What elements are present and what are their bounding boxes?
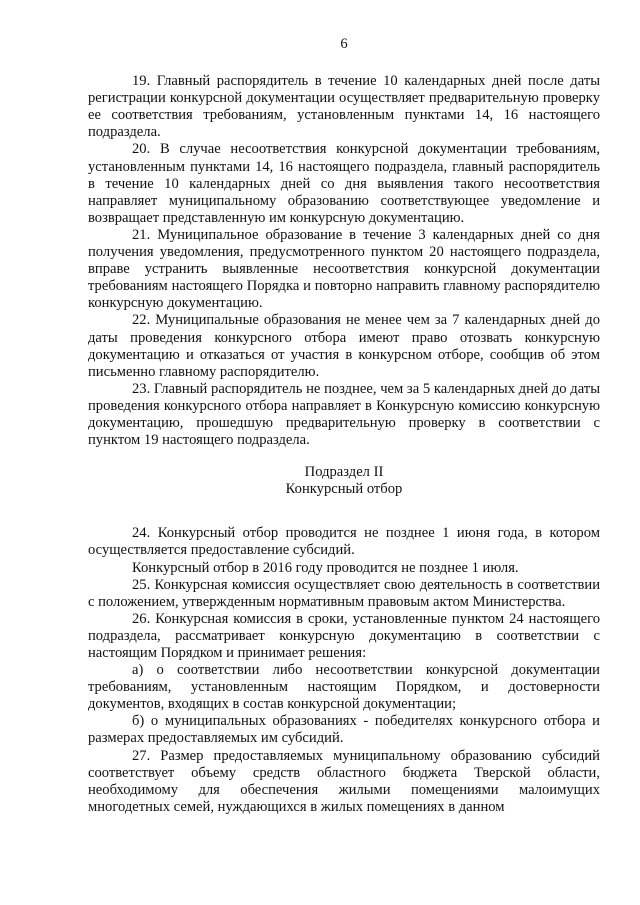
paragraph-26-b: б) о муниципальных образованиях - победителях конкурсного отбора и размерах предоставляемых им субсидий. bbox=[88, 713, 600, 747]
paragraph-26-a: а) о соответствии либо несоответствии конкурсной документации требованиям, установленным настоящим Порядком, и достоверности документов, входящих в состав конкурсной документации; bbox=[88, 662, 600, 713]
paragraph-27: 27. Размер предоставляемых муниципальному образованию субсидий соответствует объему средств областного бюджета Тверской области, необходимому для обеспечения жилыми помещениями малоимущих многодетных семей, нуждающихся в жилых помещениях в данном bbox=[88, 747, 600, 815]
paragraph-21: 21. Муниципальное образование в течение 3 календарных дней со дня получения уведомления, предусмотренного пунктом 20 настоящего подраздела, вправе устранить выявленные несоответствия конкурсной документации требованиям настоящего Порядка и повторно направить главному распорядителю конкурсную документацию. bbox=[88, 226, 600, 312]
paragraph-23: 23. Главный распорядитель не позднее, чем за 5 календарных дней до даты проведения конкурсного отбора направляет в Конкурсную комиссию конкурсную документацию, прошедшую предварительную проверку в соответствии с пунктом 19 настоящего подраздела. bbox=[88, 380, 600, 449]
paragraph-22: 22. Муниципальные образования не менее чем за 7 календарных дней до даты проведения конкурсного отбора имеют право отозвать конкурсную документацию и отказаться от участия в конкурсном отборе, сообщив об этом письменно главному распорядителю. bbox=[88, 312, 600, 380]
page-number: 6 bbox=[340, 36, 348, 52]
paragraph-26: 26. Конкурсная комиссия в сроки, установленные пунктом 24 настоящего подраздела, рассматривает конкурсную документацию в соответствии с настоящим Порядком и принимает решения: bbox=[88, 610, 600, 661]
paragraph-24: 24. Конкурсный отбор проводится не позднее 1 июня года, в котором осуществляется предоставление субсидий. bbox=[88, 525, 600, 559]
paragraph-19: 19. Главный распорядитель в течение 10 календарных дней после даты регистрации конкурсной документации осуществляет предварительную проверку ее соответствия требованиям, установленным пунктами 14, 16 настоящего подраздела. bbox=[88, 73, 600, 141]
section-subtitle: Конкурсный отбор bbox=[285, 481, 403, 498]
paragraph-20: 20. В случае несоответствия конкурсной документации требованиям, установленным пунктами 14, 16 настоящего подраздела, главный распорядитель в течение 10 календарных дней со дня выявления такого несоответствия направляет муниципальному образованию соответствующее уведомление и возвращает представленную им конкурсную документацию. bbox=[88, 141, 600, 226]
section-title: Подраздел II bbox=[304, 464, 384, 481]
paragraph-24-note: Конкурсный отбор в 2016 году проводится не позднее 1 июля. bbox=[132, 559, 519, 576]
paragraph-25: 25. Конкурсная комиссия осуществляет свою деятельность в соответствии с положением, утвержденным нормативным правовым актом Министерства. bbox=[88, 576, 600, 610]
